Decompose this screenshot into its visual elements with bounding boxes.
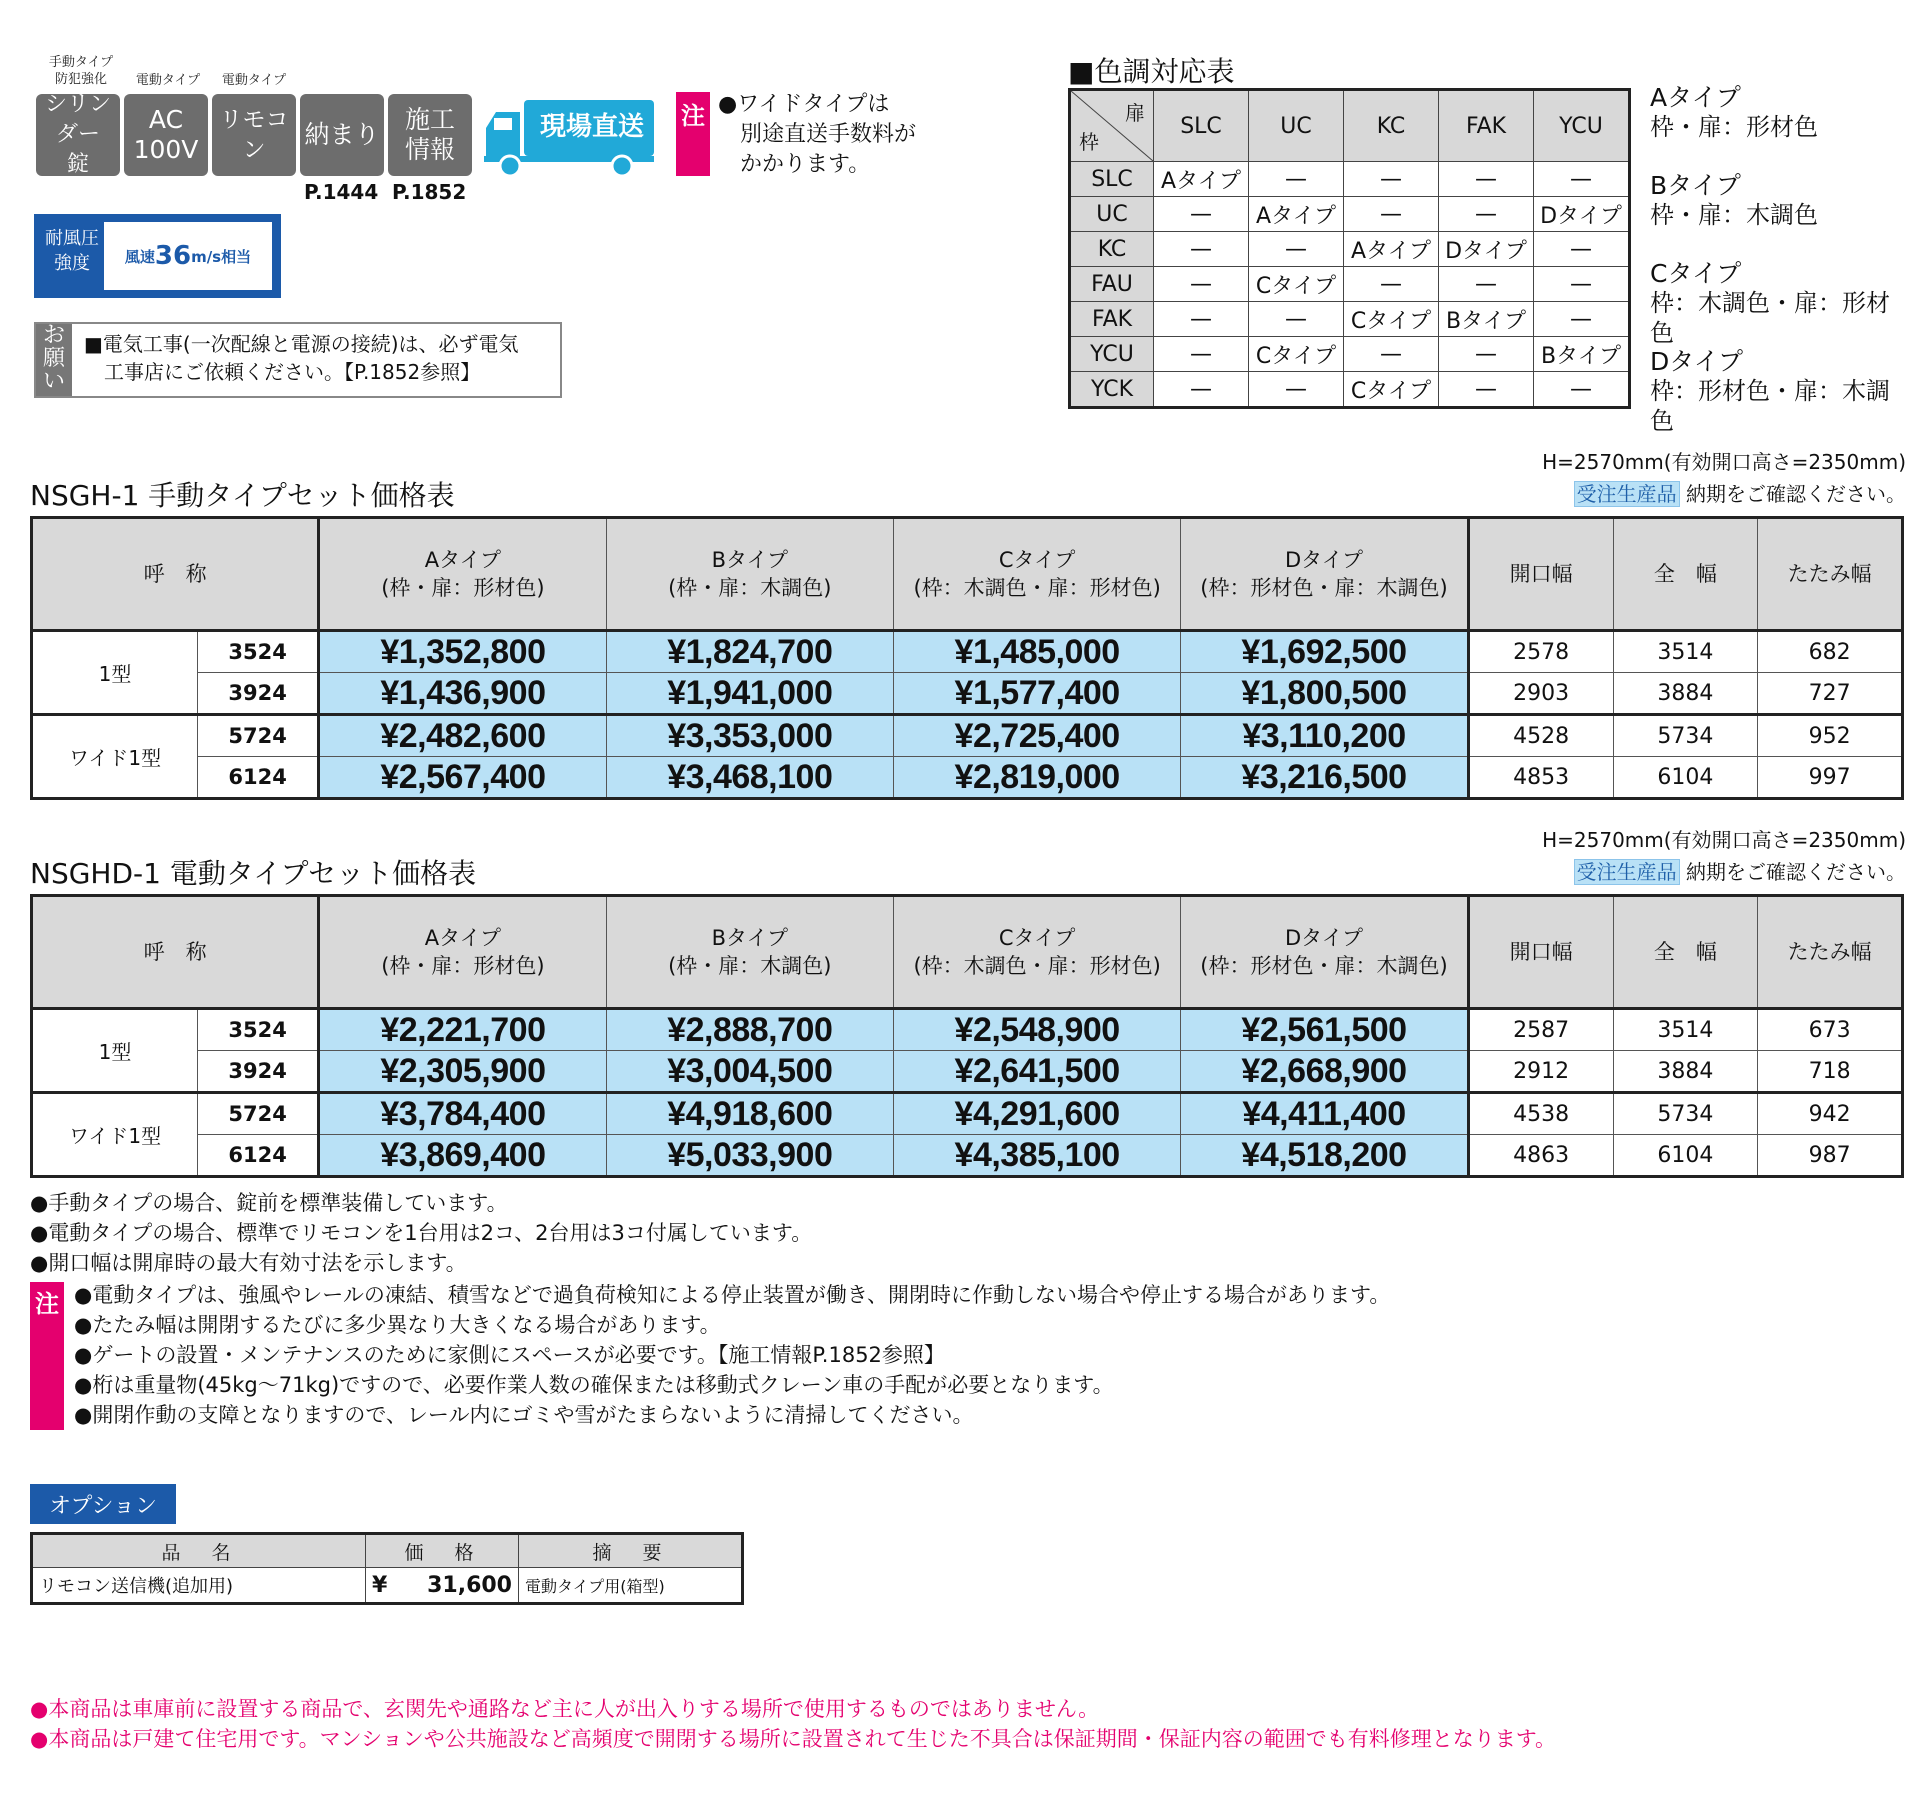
- icon-caption-electric-2: 電動タイプ: [221, 73, 287, 88]
- color-cell: —: [1154, 197, 1249, 232]
- option-name: リモコン送信機(追加用): [32, 1568, 366, 1604]
- corner-frame-label: 枠: [1079, 130, 1099, 154]
- model-size: 5724: [198, 715, 319, 757]
- color-cell: —: [1439, 372, 1534, 408]
- color-table-row: [1070, 302, 1630, 337]
- price-cell: ¥2,567,400: [319, 757, 606, 799]
- model-size: 3524: [198, 631, 319, 673]
- color-row-label: YCU: [1070, 337, 1154, 372]
- options-header-name: 品 名: [32, 1534, 366, 1568]
- price-cell: ¥4,291,600: [893, 1093, 1180, 1135]
- color-col-header: FAK: [1439, 90, 1534, 162]
- price-cell: ¥3,869,400: [319, 1135, 606, 1177]
- color-cell: —: [1154, 302, 1249, 337]
- header-type: Bタイプ (枠・扉：木調色): [606, 518, 893, 631]
- note-line: ●電動タイプの場合、標準でリモコンを1台用は2コ、2台用は3コ付属しています。: [30, 1221, 813, 1245]
- note-line: ●開口幅は開扉時の最大有効寸法を示します。: [30, 1251, 467, 1275]
- color-cell: Aタイプ: [1344, 232, 1439, 267]
- price-cell: ¥3,784,400: [319, 1093, 606, 1135]
- options-header-desc: 摘 要: [519, 1534, 743, 1568]
- color-cell: Dタイプ: [1439, 232, 1534, 267]
- color-table-row: [1070, 337, 1630, 372]
- dimension-cell: 6104: [1613, 757, 1758, 799]
- option-yen: ¥: [372, 1572, 388, 1598]
- color-cell: —: [1154, 267, 1249, 302]
- header-dimension: 全 幅: [1613, 896, 1758, 1009]
- model-size: 6124: [198, 1135, 319, 1177]
- wind-pressure-badge: [34, 214, 281, 298]
- color-cell: —: [1154, 232, 1249, 267]
- bottom-note-line: ●本商品は車庫前に設置する商品で、玄関先や通路など主に人が出入りする場所で使用するものではありません。: [30, 1697, 1100, 1721]
- color-cell: —: [1154, 372, 1249, 408]
- dimension-cell: 2912: [1468, 1051, 1613, 1093]
- color-table-row: [1070, 162, 1630, 197]
- color-col-header: KC: [1344, 90, 1439, 162]
- color-cell: —: [1439, 337, 1534, 372]
- caution-line: ●電動タイプは、強風やレールの凍結、積雪などで過負荷検知による停止装置が働き、開閉時に作動しない場合や停止する場合があります。: [74, 1283, 1391, 1307]
- header-name: 呼 称: [32, 896, 319, 1009]
- color-cell: —: [1534, 302, 1630, 337]
- price-cell: ¥1,941,000: [606, 673, 893, 715]
- dimension-cell: 2903: [1468, 673, 1613, 715]
- header-dimension: たたみ幅: [1758, 896, 1903, 1009]
- color-cell: —: [1439, 162, 1534, 197]
- color-cell: —: [1154, 337, 1249, 372]
- color-table-corner: [1070, 90, 1154, 162]
- dimension-cell: 4863: [1468, 1135, 1613, 1177]
- table-row: [32, 1051, 1903, 1093]
- made-to-order-note: [1574, 478, 1906, 507]
- price-cell: ¥1,577,400: [893, 673, 1180, 715]
- color-row-label: FAU: [1070, 267, 1154, 302]
- legend-desc: 枠：木調色・扉：形材色: [1650, 289, 1890, 347]
- legend-desc: 枠・扉：木調色: [1650, 201, 1818, 229]
- made-to-order-text: 納期をご確認ください。: [1686, 860, 1906, 884]
- table-row: [32, 1093, 1903, 1135]
- color-cell: Cタイプ: [1344, 302, 1439, 337]
- option-price-value: 31,600: [427, 1572, 512, 1598]
- price-cell: ¥1,800,500: [1181, 673, 1468, 715]
- price-cell: ¥3,110,200: [1181, 715, 1468, 757]
- table-row: [32, 715, 1903, 757]
- request-tag: お 願 い: [36, 324, 72, 396]
- price-table-title: NSGH-1 手動タイプセット価格表: [30, 479, 455, 512]
- header-type: Aタイプ (枠・扉：形材色): [319, 896, 606, 1009]
- price-table-electric: [30, 894, 1904, 1178]
- icon-caption-security: 手動タイプ 防犯強化: [48, 55, 114, 87]
- color-table-row: [1070, 372, 1630, 408]
- color-type-legend: [1650, 172, 1900, 230]
- request-text: ■電気工事(一次配線と電源の接続)は、必ず電気 工事店にご依頼ください。【P.1852参照】: [84, 332, 519, 384]
- header-dimension: 開口幅: [1468, 518, 1613, 631]
- color-table: [1068, 88, 1631, 409]
- dimension-cell: 997: [1758, 757, 1903, 799]
- dimension-cell: 3884: [1613, 673, 1758, 715]
- request-notice: [34, 322, 562, 398]
- price-cell: ¥4,518,200: [1181, 1135, 1468, 1177]
- price-cell: ¥5,033,900: [606, 1135, 893, 1177]
- color-cell: —: [1439, 267, 1534, 302]
- dimension-cell: 2587: [1468, 1009, 1613, 1051]
- ac-100v-icon: AC 100V: [124, 94, 208, 176]
- price-cell: ¥2,888,700: [606, 1009, 893, 1051]
- icon-caption-electric: 電動タイプ: [135, 73, 201, 88]
- caution-badge: 注: [30, 1282, 64, 1430]
- option-price: [366, 1568, 519, 1604]
- color-col-header: SLC: [1154, 90, 1249, 162]
- color-cell: —: [1249, 372, 1344, 408]
- dimension-cell: 673: [1758, 1009, 1903, 1051]
- price-cell: ¥3,353,000: [606, 715, 893, 757]
- options-header-price: 価 格: [366, 1534, 519, 1568]
- model-size: 5724: [198, 1093, 319, 1135]
- dimension-cell: 5734: [1613, 715, 1758, 757]
- table-row: [32, 673, 1903, 715]
- made-to-order-text: 納期をご確認ください。: [1686, 482, 1906, 506]
- model-name: 1型: [32, 1009, 198, 1093]
- caution-line: ●桁は重量物(45kg〜71kg)ですので、必要作業人数の確保または移動式クレーン車の手配が必要となります。: [74, 1373, 1114, 1397]
- dimension-cell: 727: [1758, 673, 1903, 715]
- model-size: 3524: [198, 1009, 319, 1051]
- installation-fit-icon[interactable]: 納まり: [300, 94, 384, 176]
- price-cell: ¥2,482,600: [319, 715, 606, 757]
- made-to-order-badge: 受注生産品: [1574, 859, 1680, 885]
- model-name: ワイド1型: [32, 1093, 198, 1177]
- color-table-row: [1070, 267, 1630, 302]
- construction-info-icon[interactable]: 施工 情報: [388, 94, 472, 176]
- table-row: [32, 1009, 1903, 1051]
- bottom-notes: [30, 1694, 1556, 1754]
- note-line: ●手動タイプの場合、錠前を標準装備しています。: [30, 1191, 508, 1215]
- dimension-cell: 4853: [1468, 757, 1613, 799]
- dimension-cell: 952: [1758, 715, 1903, 757]
- pageref-construction[interactable]: P.1852: [392, 180, 467, 204]
- price-cell: ¥2,221,700: [319, 1009, 606, 1051]
- color-cell: —: [1344, 162, 1439, 197]
- made-to-order-badge: 受注生産品: [1574, 481, 1680, 507]
- dimension-cell: 718: [1758, 1051, 1903, 1093]
- price-cell: ¥1,824,700: [606, 631, 893, 673]
- color-row-label: KC: [1070, 232, 1154, 267]
- color-cell: —: [1534, 372, 1630, 408]
- color-cell: —: [1249, 232, 1344, 267]
- header-name: 呼 称: [32, 518, 319, 631]
- color-row-label: YCK: [1070, 372, 1154, 408]
- price-cell: ¥2,668,900: [1181, 1051, 1468, 1093]
- dimension-cell: 3514: [1613, 1009, 1758, 1051]
- color-row-label: UC: [1070, 197, 1154, 232]
- wind-prefix: 風速: [124, 247, 155, 266]
- dimension-cell: 3514: [1613, 631, 1758, 673]
- model-size: 3924: [198, 1051, 319, 1093]
- color-cell: Bタイプ: [1439, 302, 1534, 337]
- price-cell: ¥4,411,400: [1181, 1093, 1468, 1135]
- price-cell: ¥4,385,100: [893, 1135, 1180, 1177]
- color-cell: Bタイプ: [1534, 337, 1630, 372]
- options-table: [30, 1532, 744, 1605]
- header-dimension: 全 幅: [1613, 518, 1758, 631]
- color-table-row: [1070, 232, 1630, 267]
- color-cell: —: [1249, 162, 1344, 197]
- legend-desc: 枠・扉：形材色: [1650, 113, 1818, 141]
- dimension-cell: 3884: [1613, 1051, 1758, 1093]
- color-table-row: [1070, 197, 1630, 232]
- price-cell: ¥4,918,600: [606, 1093, 893, 1135]
- price-cell: ¥3,216,500: [1181, 757, 1468, 799]
- model-name: ワイド1型: [32, 715, 198, 799]
- price-cell: ¥2,305,900: [319, 1051, 606, 1093]
- height-note: H=2570mm(有効開口高さ=2350mm): [1542, 828, 1906, 852]
- header-dimension: 開口幅: [1468, 896, 1613, 1009]
- model-size: 3924: [198, 673, 319, 715]
- color-cell: Aタイプ: [1154, 162, 1249, 197]
- caution-line: ●たたみ幅は開閉するたびに多少異なり大きくなる場合があります。: [74, 1313, 721, 1337]
- color-cell: Aタイプ: [1249, 197, 1344, 232]
- color-cell: Cタイプ: [1249, 267, 1344, 302]
- color-cell: Cタイプ: [1344, 372, 1439, 408]
- price-table-title: NSGHD-1 電動タイプセット価格表: [30, 857, 477, 890]
- direct-delivery-truck-icon: [484, 100, 656, 178]
- dimension-cell: 5734: [1613, 1093, 1758, 1135]
- header-type: Dタイプ (枠：形材色・扉：木調色): [1181, 896, 1468, 1009]
- price-cell: ¥1,485,000: [893, 631, 1180, 673]
- dimension-cell: 682: [1758, 631, 1903, 673]
- height-note: H=2570mm(有効開口高さ=2350mm): [1542, 450, 1906, 474]
- option-desc: 電動タイプ用(箱型): [519, 1568, 743, 1604]
- price-cell: ¥2,641,500: [893, 1051, 1180, 1093]
- bottom-note-line: ●本商品は戸建て住宅用です。マンションや公共施設など高頻度で開閉する場所に設置されて生じた不具合は保証期間・保証内容の範囲でも有料修理となります。: [30, 1727, 1557, 1751]
- color-type-legend: [1650, 348, 1900, 436]
- price-cell: ¥3,468,100: [606, 757, 893, 799]
- header-type: Aタイプ (枠・扉：形材色): [319, 518, 606, 631]
- price-cell: ¥2,725,400: [893, 715, 1180, 757]
- options-title: オプション: [30, 1484, 176, 1524]
- price-cell: ¥2,561,500: [1181, 1009, 1468, 1051]
- remote-control-icon: リモコン: [212, 94, 296, 176]
- made-to-order-note: [1574, 856, 1906, 885]
- color-cell: —: [1344, 337, 1439, 372]
- model-size: 6124: [198, 757, 319, 799]
- table-row: [32, 1135, 1903, 1177]
- color-table-title: ■色調対応表: [1068, 55, 1235, 88]
- color-type-legend: [1650, 84, 1900, 142]
- wind-speed-number: 36: [154, 241, 192, 271]
- dimension-cell: 4528: [1468, 715, 1613, 757]
- dimension-cell: 942: [1758, 1093, 1903, 1135]
- price-cell: ¥2,548,900: [893, 1009, 1180, 1051]
- price-table-manual: [30, 516, 1904, 800]
- header-type: Cタイプ (枠：木調色・扉：形材色): [893, 896, 1180, 1009]
- corner-door-label: 扉: [1125, 101, 1145, 125]
- caution-notes: [74, 1280, 1390, 1430]
- color-col-header: YCU: [1534, 90, 1630, 162]
- caution-badge: 注: [676, 92, 710, 176]
- color-cell: —: [1249, 302, 1344, 337]
- legend-type: Bタイプ: [1650, 171, 1741, 200]
- color-cell: —: [1534, 162, 1630, 197]
- table-row: [32, 757, 1903, 799]
- color-cell: —: [1534, 267, 1630, 302]
- price-cell: ¥1,692,500: [1181, 631, 1468, 673]
- wind-unit: m/s相当: [191, 247, 252, 266]
- dimension-cell: 987: [1758, 1135, 1903, 1177]
- color-cell: —: [1344, 197, 1439, 232]
- price-cell: ¥3,004,500: [606, 1051, 893, 1093]
- color-row-label: FAK: [1070, 302, 1154, 337]
- color-row-label: SLC: [1070, 162, 1154, 197]
- legend-type: Aタイプ: [1650, 83, 1741, 112]
- model-name: 1型: [32, 631, 198, 715]
- color-cell: Dタイプ: [1534, 197, 1630, 232]
- color-col-header: UC: [1249, 90, 1344, 162]
- header-type: Cタイプ (枠：木調色・扉：形材色): [893, 518, 1180, 631]
- color-type-legend: [1650, 260, 1900, 348]
- dimension-cell: 6104: [1613, 1135, 1758, 1177]
- options-row: [32, 1568, 743, 1604]
- pageref-installation[interactable]: P.1444: [304, 180, 379, 204]
- price-cell: ¥1,436,900: [319, 673, 606, 715]
- caution-line: ●開閉作動の支障となりますので、レール内にゴミや雪がたまらないように清掃してください。: [74, 1403, 974, 1427]
- dimension-cell: 4538: [1468, 1093, 1613, 1135]
- wind-label: 耐風圧 強度: [45, 228, 99, 274]
- dimension-cell: 2578: [1468, 631, 1613, 673]
- general-notes: [30, 1188, 812, 1278]
- color-cell: Cタイプ: [1249, 337, 1344, 372]
- cylinder-lock-icon: シリンダー 錠: [36, 94, 120, 176]
- legend-type: Dタイプ: [1650, 347, 1744, 376]
- wind-speed-value: [104, 222, 272, 290]
- header-type: Bタイプ (枠・扉：木調色): [606, 896, 893, 1009]
- header-dimension: たたみ幅: [1758, 518, 1903, 631]
- color-cell: —: [1439, 197, 1534, 232]
- table-row: [32, 631, 1903, 673]
- legend-desc: 枠：形材色・扉：木調色: [1650, 377, 1890, 435]
- legend-type: Cタイプ: [1650, 259, 1742, 288]
- wide-type-note: ●ワイドタイプは 別途直送手数料が かかります。: [718, 92, 917, 177]
- price-cell: ¥1,352,800: [319, 631, 606, 673]
- color-cell: —: [1344, 267, 1439, 302]
- price-cell: ¥2,819,000: [893, 757, 1180, 799]
- header-type: Dタイプ (枠：形材色・扉：木調色): [1181, 518, 1468, 631]
- color-cell: —: [1534, 232, 1630, 267]
- caution-line: ●ゲートの設置・メンテナンスのために家側にスペースが必要です。【施工情報P.1852参照】: [74, 1343, 945, 1367]
- direct-delivery-label: 現場直送: [540, 112, 645, 142]
